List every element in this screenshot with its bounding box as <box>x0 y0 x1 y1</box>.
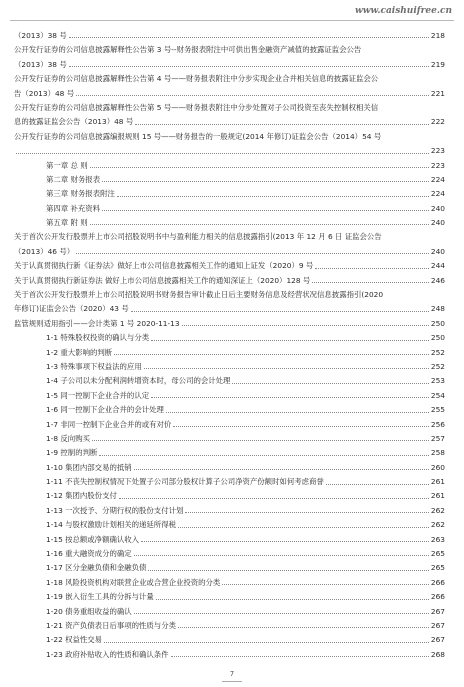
toc-entry-title: 公开发行证券的公司信息披露解释性公告第 4 号——财务报表附注中分步实现企业合并相关信息的披露证监会公 <box>14 74 379 84</box>
toc-entry-title: 1-9 控制的判断 <box>46 448 98 458</box>
toc-entry[interactable] <box>0 41 464 55</box>
toc-entry-title: 1-22 权益性交易 <box>46 635 103 645</box>
dot-leader <box>178 527 429 528</box>
toc-entry-page: 252 <box>430 361 445 371</box>
toc-entry-title: 1-4 子公司以未分配利润转增资本时，母公司的会计处理 <box>46 376 231 386</box>
toc-entry-page: 224 <box>430 189 445 199</box>
dot-leader <box>69 66 429 67</box>
page-number-text: 7 <box>229 670 235 678</box>
toc-entry-title: 息的披露证监会公告（2013）48 号 <box>14 117 134 127</box>
toc-entry[interactable] <box>0 358 464 372</box>
dot-leader <box>90 224 429 225</box>
toc-entry[interactable] <box>0 99 464 113</box>
toc-entry[interactable] <box>0 142 464 156</box>
toc-entry-page: 246 <box>430 275 445 285</box>
dot-leader <box>134 555 429 556</box>
toc-entry-page: 254 <box>430 390 445 400</box>
toc-entry-title: 监管规则适用指引——会计类第 1 号 2020-11-13 <box>14 318 180 328</box>
toc-entry-title: 关于首次公开发行股票并上市公司招股说明书财务报告审计截止日后主要财务信息及经营状况信息披露指引(2020 <box>14 290 384 300</box>
dot-leader <box>90 167 429 168</box>
toc-entry[interactable] <box>0 617 464 631</box>
toc-entry-title: 第二章 财务报表 <box>46 174 101 184</box>
toc-entry[interactable] <box>0 329 464 343</box>
toc-entry-page: 244 <box>430 261 445 271</box>
toc-entry[interactable] <box>0 113 464 127</box>
toc-entry[interactable] <box>0 228 464 242</box>
toc-entry-page: 268 <box>430 649 445 659</box>
dot-leader <box>315 268 429 269</box>
toc-entry-title: 关于认真贯彻执行新《证券法》做好上市公司信息披露相关工作的通知上证发（2020）9 号 <box>14 261 314 271</box>
dot-leader <box>119 498 429 499</box>
toc-entry[interactable] <box>0 588 464 602</box>
toc-entry[interactable] <box>0 603 464 617</box>
toc-entry[interactable] <box>0 243 464 257</box>
toc-entry[interactable] <box>0 416 464 430</box>
dot-leader <box>104 642 429 643</box>
toc-entry[interactable] <box>0 531 464 545</box>
toc-entry-title: 1-6 同一控制下企业合并的会计处理 <box>46 405 164 415</box>
toc-entry-page: 262 <box>430 520 445 530</box>
toc-entry-title: （2013）38 号 <box>14 30 67 40</box>
toc-entry-title: 1-16 重大融资成分的确定 <box>46 549 132 559</box>
toc-entry-title: 1-12 集团内股份支付 <box>46 491 117 501</box>
dot-leader <box>134 469 429 470</box>
toc-entry[interactable] <box>0 631 464 645</box>
dot-leader <box>171 656 429 657</box>
toc-entry-page: 252 <box>430 347 445 357</box>
dot-leader <box>182 325 429 326</box>
dot-leader <box>131 311 429 312</box>
dot-leader <box>134 613 429 614</box>
dot-leader <box>312 282 429 283</box>
dot-leader <box>69 37 429 38</box>
toc-entry-title: 第一章 总 则 <box>46 160 88 170</box>
toc-entry[interactable] <box>0 444 464 458</box>
toc-entry-title: 1-15 按总额或净额确认收入 <box>46 534 140 544</box>
toc-entry-page: 219 <box>430 59 445 69</box>
toc-entry[interactable] <box>0 171 464 185</box>
toc-entry-page: 248 <box>430 304 445 314</box>
dot-leader <box>178 627 429 628</box>
toc-entry-title: 1-10 集团内部交易的抵销 <box>46 462 132 472</box>
toc-entry-page: 265 <box>430 563 445 573</box>
dot-leader <box>76 253 429 254</box>
toc-entry[interactable] <box>0 200 464 214</box>
toc-entry-title: 1-2 重大影响的判断 <box>46 347 113 357</box>
toc-entry[interactable] <box>0 185 464 199</box>
dot-leader <box>148 570 428 571</box>
toc-entry[interactable] <box>0 473 464 487</box>
toc-entry-title: 1-23 政府补贴收入的性质和确认条件 <box>46 649 169 659</box>
dot-leader <box>92 440 429 441</box>
toc-entry-page: 240 <box>430 246 445 256</box>
dot-leader <box>114 354 429 355</box>
dot-leader <box>16 153 429 154</box>
toc-entry[interactable] <box>0 257 464 271</box>
toc-entry[interactable] <box>0 272 464 286</box>
toc-entry-page: 267 <box>430 606 445 616</box>
toc-entry[interactable] <box>0 516 464 530</box>
toc-entry[interactable] <box>0 559 464 573</box>
toc-entry[interactable] <box>0 157 464 171</box>
toc-entry-title: 1-17 区分金融负债和金融负债 <box>46 563 147 573</box>
toc-entry-title: 1-3 特殊事项下权益法的应用 <box>46 361 142 371</box>
toc-entry-title: 关于首次公开发行股票并上市公司招股说明书中与盈利能力相关的信息披露指引(2013 年 12 月 6 日 证监会公告 <box>14 232 382 242</box>
toc-entry[interactable] <box>0 430 464 444</box>
page-number <box>0 670 464 678</box>
toc-entry[interactable] <box>0 344 464 358</box>
dot-leader <box>156 599 429 600</box>
toc-entry[interactable] <box>0 85 464 99</box>
dot-leader <box>151 397 429 398</box>
toc-entry[interactable] <box>0 70 464 84</box>
toc-entry[interactable] <box>0 387 464 401</box>
toc-entry-page: 266 <box>430 577 445 587</box>
toc-entry-page: 265 <box>430 549 445 559</box>
toc-entry-title: （2013）38 号 <box>14 59 67 69</box>
toc-entry-title: 告（2013）48 号 <box>14 88 75 98</box>
toc-entry[interactable] <box>0 502 464 516</box>
toc-entry-page: 256 <box>430 419 445 429</box>
toc-entry-page: 267 <box>430 635 445 645</box>
header-rule <box>10 20 454 21</box>
toc-entry[interactable] <box>0 300 464 314</box>
toc-entry-page: 250 <box>430 318 445 328</box>
toc-entry-title: 公开发行证券的公司信息披露解释性公告第 5 号——财务报表附注中分步处置对子公司投资至丧失控制权相关信 <box>14 102 379 112</box>
dot-leader <box>222 584 429 585</box>
toc-entry[interactable] <box>0 27 464 41</box>
dot-leader <box>117 196 429 197</box>
toc-entry-title: 1-1 特殊股权投资的确认与分类 <box>46 333 150 343</box>
toc-entry-title: 1-11 不丧失控制权情况下处置子公司部分股权计算子公司净资产份额时如何考虑商誉 <box>46 477 324 487</box>
toc-entry-page: 240 <box>430 218 445 228</box>
toc-entry-page: 240 <box>430 203 445 213</box>
toc-entry-page: 262 <box>430 505 445 515</box>
toc-entry-page: 267 <box>430 621 445 630</box>
dot-leader <box>99 455 429 456</box>
toc-entry-title: 1-21 资产负债表日后事项的性质与分类 <box>46 621 176 630</box>
toc-entry-page: 261 <box>430 477 445 487</box>
toc-entry-title: 第五章 附 则 <box>46 218 88 228</box>
toc-entry-title: 1-14 与股权激励计划相关的递延所得税 <box>46 520 176 530</box>
dot-leader <box>166 412 429 413</box>
toc-entry[interactable] <box>0 214 464 228</box>
dot-leader <box>232 383 428 384</box>
toc-entry-title: 1-8 反向购买 <box>46 433 90 443</box>
toc-entry-title: 1-13 一次授予、分期行权的股份支付计划 <box>46 505 184 515</box>
toc-entry-page: 222 <box>430 117 445 127</box>
toc-entry-title: （2013）46 号） <box>14 246 75 256</box>
footer-rule <box>222 681 242 682</box>
toc-entry-title: 第三章 财务报表附注 <box>46 189 115 199</box>
dot-leader <box>141 541 429 542</box>
toc-entry[interactable] <box>0 574 464 588</box>
toc-entry-page: 223 <box>430 160 445 170</box>
dot-leader <box>185 512 429 513</box>
toc-entry-title: 年修订)证监会公告（2020）43 号 <box>14 304 129 314</box>
toc-entry[interactable] <box>0 56 464 70</box>
table-of-contents <box>0 27 464 660</box>
toc-entry-page: 224 <box>430 174 445 184</box>
toc-entry[interactable] <box>0 459 464 473</box>
toc-entry-page: 223 <box>430 146 445 156</box>
toc-entry[interactable] <box>0 401 464 415</box>
dot-leader <box>102 210 429 211</box>
toc-entry[interactable] <box>0 372 464 386</box>
dot-leader <box>102 181 429 182</box>
dot-leader <box>326 484 429 485</box>
dot-leader <box>144 368 429 369</box>
toc-entry-page: 221 <box>430 88 445 98</box>
toc-entry[interactable] <box>0 488 464 502</box>
toc-entry-title: 第四章 补充资料 <box>46 203 101 213</box>
site-watermark: www.caishuifree.cn <box>355 6 452 16</box>
toc-entry-page: 263 <box>430 534 445 544</box>
toc-entry-page: 218 <box>430 30 445 40</box>
toc-entry-page: 257 <box>430 433 445 443</box>
toc-entry-page: 253 <box>430 376 445 386</box>
toc-entry-page: 266 <box>430 592 445 602</box>
toc-entry-title: 1-18 风险投资机构对联营企业或合营企业投资的分类 <box>46 577 221 587</box>
dot-leader <box>151 340 429 341</box>
toc-entry[interactable] <box>0 128 464 142</box>
toc-entry[interactable] <box>0 286 464 300</box>
toc-entry-title: 1-19 嵌入衍生工具的分拆与计量 <box>46 592 154 602</box>
toc-entry[interactable] <box>0 315 464 329</box>
toc-entry-title: 公开发行证券的公司信息披露解释性公告第 3 号--财务报表附注中可供出售金融资产减值的披露证监会公告 <box>14 45 362 55</box>
dot-leader <box>76 95 429 96</box>
toc-entry-page: 261 <box>430 491 445 501</box>
toc-entry[interactable] <box>0 545 464 559</box>
toc-entry[interactable] <box>0 646 464 660</box>
toc-entry-page: 260 <box>430 462 445 472</box>
toc-entry-page: 258 <box>430 448 445 458</box>
toc-entry-title: 1-5 同一控制下企业合并的认定 <box>46 390 150 400</box>
toc-entry-title: 公开发行证券的公司信息披露编报规则 15 号——财务报告的一般规定(2014 年修订)证监会公告（2014）54 号 <box>14 131 382 141</box>
toc-entry-page: 250 <box>430 333 445 343</box>
toc-entry-title: 1-20 债务重组收益的确认 <box>46 606 132 616</box>
toc-entry-page: 255 <box>430 405 445 415</box>
dot-leader <box>173 426 429 427</box>
dot-leader <box>135 124 429 125</box>
toc-entry-title: 关于认真贯彻执行新证券法 做好上市公司信息披露相关工作的通知深证上（2020）128 号 <box>14 275 311 285</box>
toc-entry-title: 1-7 非同一控制下企业合并的或有对价 <box>46 419 172 429</box>
